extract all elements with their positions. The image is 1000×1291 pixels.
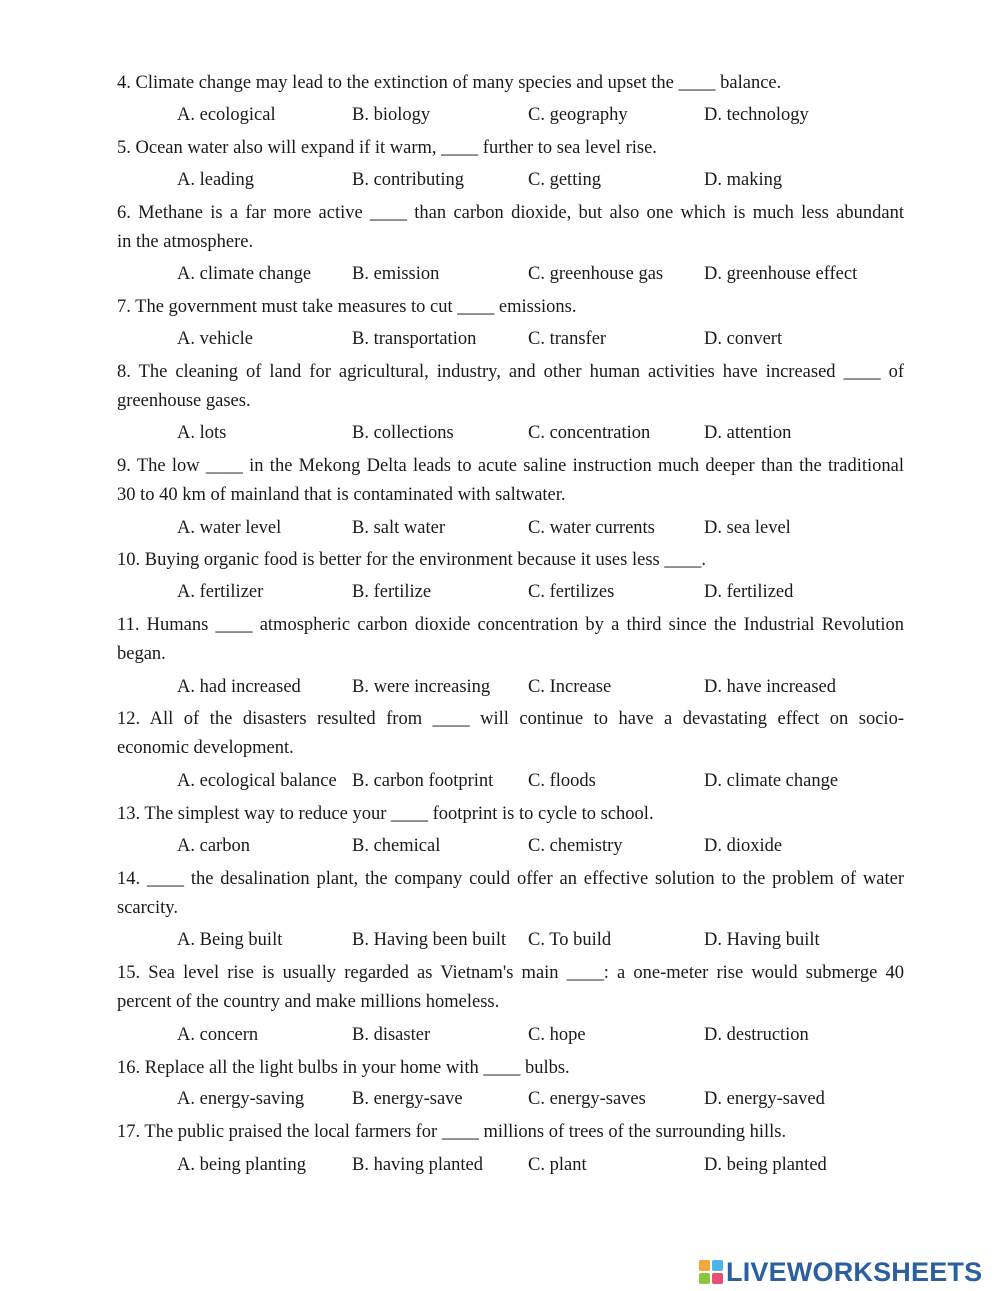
question-9-text-line-1: 9. The low ____ in the Mekong Delta leads to acute saline instruction much deeper than the traditional: [117, 456, 904, 476]
question-13-option-c[interactable]: C. chemistry: [528, 836, 623, 856]
question-8-option-a[interactable]: A. lots: [177, 423, 227, 443]
question-13-option-a[interactable]: A. carbon: [177, 836, 250, 856]
question-16-option-b[interactable]: B. energy-save: [352, 1089, 463, 1109]
question-15-option-b[interactable]: B. disaster: [352, 1025, 431, 1045]
question-12-text-line-1: 12. All of the disasters resulted from ____ will continue to have a devastating effect on socio-: [117, 709, 904, 729]
question-8-option-d[interactable]: D. attention: [704, 423, 792, 443]
question-14-option-d[interactable]: D. Having built: [704, 930, 820, 950]
question-12-option-c[interactable]: C. floods: [528, 771, 596, 791]
question-5-option-a[interactable]: A. leading: [177, 170, 255, 190]
question-16-text-line-1: 16. Replace all the light bulbs in your home with ____ bulbs.: [117, 1058, 570, 1078]
question-13-option-b[interactable]: B. chemical: [352, 836, 441, 856]
question-14-option-a[interactable]: A. Being built: [177, 930, 283, 950]
liveworksheets-logo-icon: [698, 1259, 724, 1285]
question-12-option-a[interactable]: A. ecological balance: [177, 771, 337, 791]
question-5-option-d[interactable]: D. making: [704, 170, 783, 190]
question-12-option-b[interactable]: B. carbon footprint: [352, 771, 494, 791]
question-17-option-c[interactable]: C. plant: [528, 1155, 587, 1175]
question-14-text-line-1: 14. ____ the desalination plant, the company could offer an effective solution to the problem of water: [117, 869, 904, 889]
question-5-option-b[interactable]: B. contributing: [352, 170, 465, 190]
question-7-option-c[interactable]: C. transfer: [528, 329, 607, 349]
question-15-text-line-2: percent of the country and make millions homeless.: [117, 992, 500, 1012]
question-10-option-d[interactable]: D. fertilized: [704, 582, 794, 602]
question-7-option-d[interactable]: D. convert: [704, 329, 783, 349]
question-9-option-a[interactable]: A. water level: [177, 518, 282, 538]
question-15-option-a[interactable]: A. concern: [177, 1025, 259, 1045]
question-6-option-d[interactable]: D. greenhouse effect: [704, 264, 858, 284]
question-13-text-line-1: 13. The simplest way to reduce your ____ footprint is to cycle to school.: [117, 804, 654, 824]
question-7-option-a[interactable]: A. vehicle: [177, 329, 254, 349]
question-16-option-a[interactable]: A. energy-saving: [177, 1089, 305, 1109]
question-11-text-line-2: began.: [117, 644, 166, 664]
question-8-option-c[interactable]: C. concentration: [528, 423, 651, 443]
question-17-text-line-1: 17. The public praised the local farmers for ____ millions of trees of the surrounding hills.: [117, 1122, 787, 1142]
question-8-text-line-1: 8. The cleaning of land for agricultural, industry, and other human activities have increased ____ of: [117, 362, 904, 382]
question-9-option-b[interactable]: B. salt water: [352, 518, 445, 538]
question-4-option-a[interactable]: A. ecological: [177, 105, 276, 125]
question-12-option-d[interactable]: D. climate change: [704, 771, 839, 791]
question-10-option-b[interactable]: B. fertilize: [352, 582, 432, 602]
question-13-option-d[interactable]: D. dioxide: [704, 836, 783, 856]
question-6-option-a[interactable]: A. climate change: [177, 264, 312, 284]
question-4-text-line-1: 4. Climate change may lead to the extinction of many species and upset the ____ balance.: [117, 73, 782, 93]
question-15-text-line-1: 15. Sea level rise is usually regarded as Vietnam's main ____: a one-meter rise would submerge 40: [117, 963, 904, 983]
question-11-option-a[interactable]: A. had increased: [177, 677, 301, 697]
question-7-option-b[interactable]: B. transportation: [352, 329, 477, 349]
liveworksheets-brand: [698, 1257, 982, 1287]
question-16-option-d[interactable]: D. energy-saved: [704, 1089, 825, 1109]
question-10-option-c[interactable]: C. fertilizes: [528, 582, 615, 602]
question-7-text-line-1: 7. The government must take measures to cut ____ emissions.: [117, 297, 577, 317]
question-4-option-b[interactable]: B. biology: [352, 105, 431, 125]
question-10-option-a[interactable]: A. fertilizer: [177, 582, 264, 602]
question-6-text-line-1: 6. Methane is a far more active ____ than carbon dioxide, but also one which is much less abundant: [117, 203, 904, 223]
question-10-text-line-1: 10. Buying organic food is better for the environment because it uses less ____.: [117, 550, 706, 570]
question-6-option-b[interactable]: B. emission: [352, 264, 440, 284]
question-11-option-c[interactable]: C. Increase: [528, 677, 612, 697]
question-15-option-c[interactable]: C. hope: [528, 1025, 586, 1045]
question-14-option-c[interactable]: C. To build: [528, 930, 612, 950]
question-9-option-d[interactable]: D. sea level: [704, 518, 791, 538]
question-17-option-b[interactable]: B. having planted: [352, 1155, 484, 1175]
question-5-option-c[interactable]: C. getting: [528, 170, 601, 190]
question-17-option-d[interactable]: D. being planted: [704, 1155, 827, 1175]
question-9-text-line-2: 30 to 40 km of mainland that is contaminated with saltwater.: [117, 485, 566, 505]
question-8-text-line-2: greenhouse gases.: [117, 391, 251, 411]
question-16-option-c[interactable]: C. energy-saves: [528, 1089, 646, 1109]
question-11-option-b[interactable]: B. were increasing: [352, 677, 491, 697]
question-4-option-d[interactable]: D. technology: [704, 105, 809, 125]
question-17-option-a[interactable]: A. being planting: [177, 1155, 306, 1175]
brand-text: LIVEWORKSHEETS: [726, 1257, 983, 1287]
question-9-option-c[interactable]: C. water currents: [528, 518, 655, 538]
question-12-text-line-2: economic development.: [117, 738, 294, 758]
question-11-text-line-1: 11. Humans ____ atmospheric carbon dioxide concentration by a third since the Industrial Revolution: [117, 615, 904, 635]
question-6-option-c[interactable]: C. greenhouse gas: [528, 264, 664, 284]
question-11-option-d[interactable]: D. have increased: [704, 677, 837, 697]
question-4-option-c[interactable]: C. geography: [528, 105, 628, 125]
question-5-text-line-1: 5. Ocean water also will expand if it warm, ____ further to sea level rise.: [117, 138, 657, 158]
question-6-text-line-2: in the atmosphere.: [117, 232, 254, 252]
question-15-option-d[interactable]: D. destruction: [704, 1025, 809, 1045]
question-14-text-line-2: scarcity.: [117, 898, 178, 918]
question-14-option-b[interactable]: B. Having been built: [352, 930, 507, 950]
question-8-option-b[interactable]: B. collections: [352, 423, 454, 443]
